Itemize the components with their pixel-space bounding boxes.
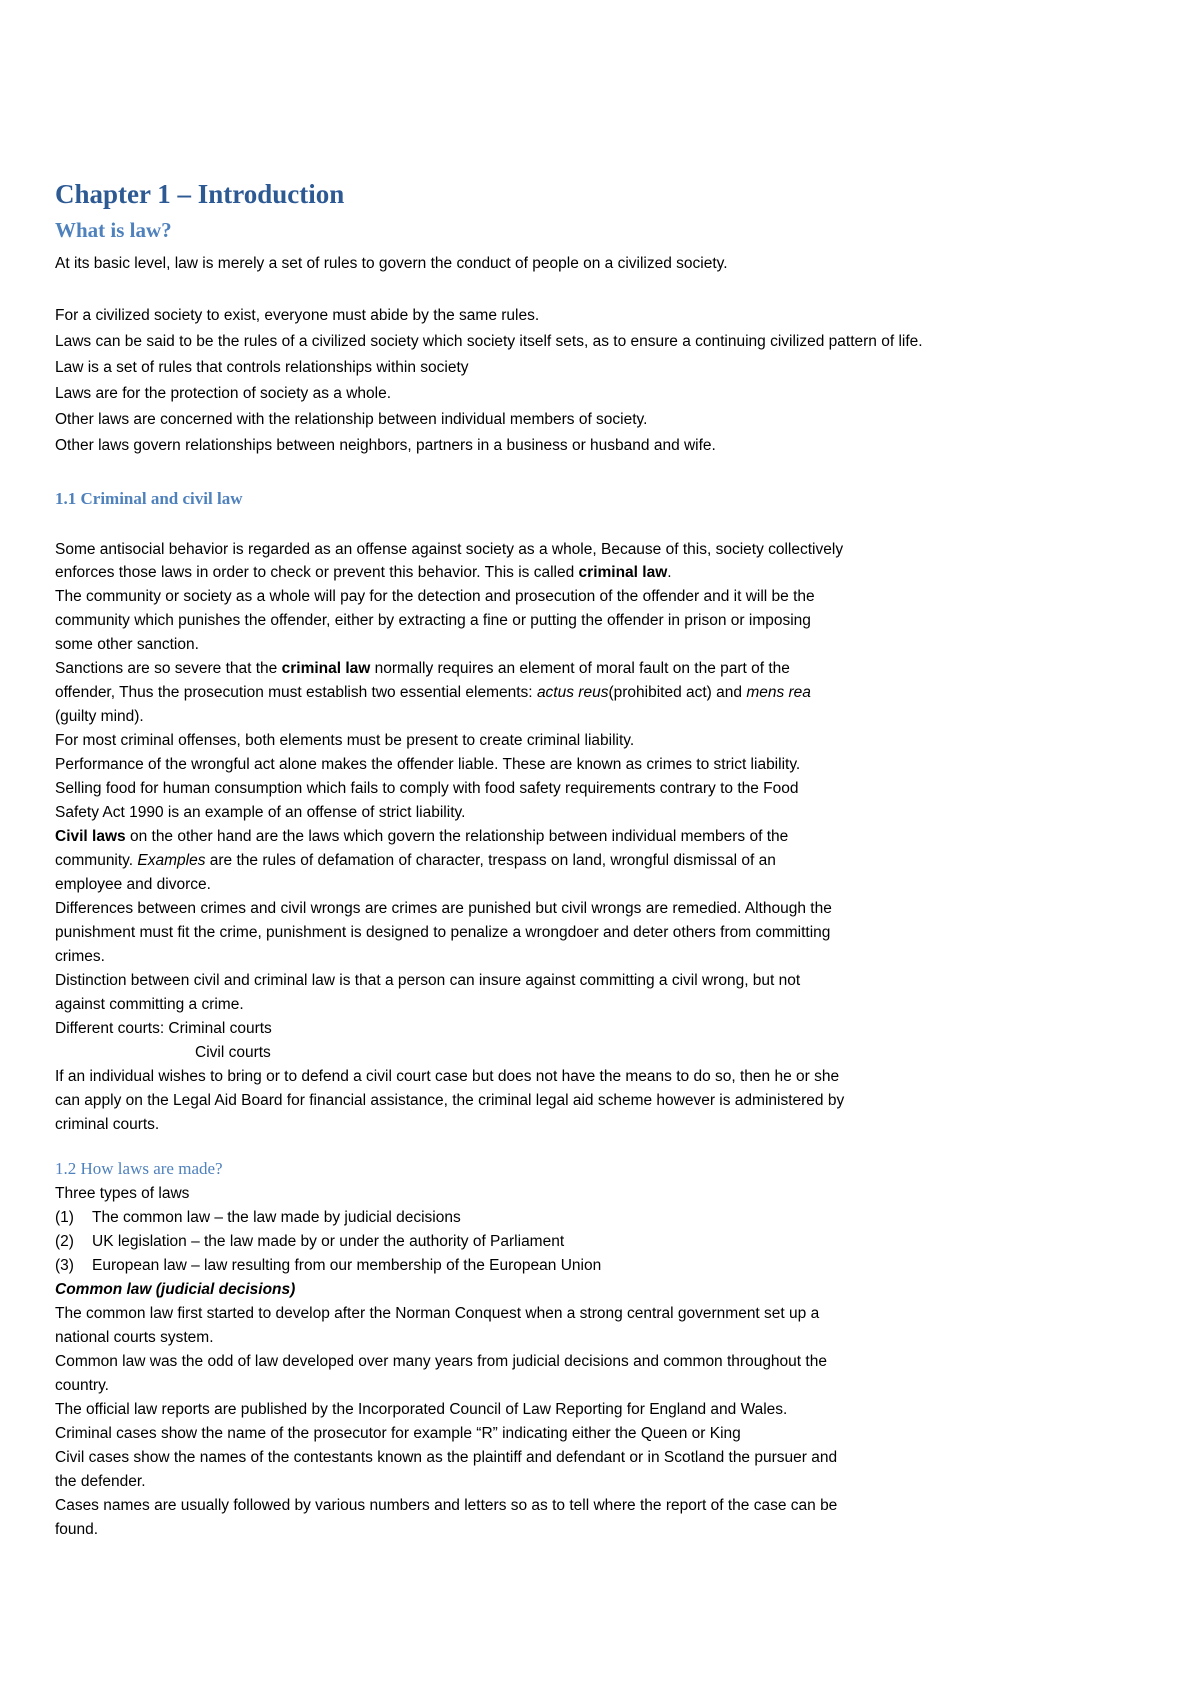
body-line: offender, Thus the prosecution must establish two essential elements: actus reus(prohibited act) and mens rea [55,684,811,701]
term-actus-reus: actus reus [536,684,609,701]
intro-line: Law is a set of rules that controls relationships within society [55,359,469,376]
intro-line: Laws can be said to be the rules of a civilized society which society itself sets, as to ensure a continuing civilized pattern of life. [55,333,923,350]
body-line: If an individual wishes to bring or to defend a civil court case but does not have the means to do so, then he or she [55,1068,840,1085]
body-line: The official law reports are published by the Incorporated Council of Law Reporting for England and Wales. [55,1401,788,1418]
term-criminal-law: criminal law [578,564,668,581]
body-line: the defender. [55,1473,146,1490]
body-line: national courts system. [55,1329,214,1346]
term-civil-laws: Civil laws [55,828,126,845]
list-item: (2) UK legislation – the law made by or under the authority of Parliament [55,1233,565,1250]
body-line: found. [55,1521,99,1538]
chapter-title: Chapter 1 – Introduction [55,179,345,209]
term-criminal-law: criminal law [281,660,371,677]
intro-line: Other laws are concerned with the relationship between individual members of society. [55,411,648,428]
body-line: (guilty mind). [55,708,144,725]
body-line: against committing a crime. [55,996,244,1013]
body-line: Civil laws on the other hand are the laws which govern the relationship between individual members of the [55,828,789,845]
body-line: The community or society as a whole will pay for the detection and prosecution of the offender and it will be the [55,588,815,605]
intro-paragraph: At its basic level, law is merely a set of rules to govern the conduct of people on a civilized society. [55,255,728,272]
body-line: country. [55,1377,109,1394]
subsection-title-how-laws-made: 1.2 How laws are made? [55,1159,223,1178]
intro-line: For a civilized society to exist, everyone must abide by the same rules. [55,307,540,324]
body-line: Selling food for human consumption which fails to comply with food safety requirements contrary to the Food [55,780,799,797]
body-line: Performance of the wrongful act alone makes the offender liable. These are known as crimes to strict liability. [55,756,801,773]
body-line: enforces those laws in order to check or prevent this behavior. This is called criminal law. [55,564,672,581]
list-item: (1) The common law – the law made by judicial decisions [55,1209,461,1226]
body-line: Different courts: Criminal courts [55,1020,272,1037]
body-line: Civil courts [195,1044,271,1061]
body-line: Civil cases show the names of the contestants known as the plaintiff and defendant or in Scotland the pursuer and [55,1449,838,1466]
body-line: For most criminal offenses, both elements must be present to create criminal liability. [55,732,635,749]
body-line: Common law was the odd of law developed over many years from judicial decisions and common throughout the [55,1353,827,1370]
body-line: The common law first started to develop after the Norman Conquest when a strong central government set up a [55,1305,820,1322]
body-line: crimes. [55,948,105,965]
intro-line: Other laws govern relationships between neighbors, partners in a business or husband and wife. [55,437,716,454]
body-line: Differences between crimes and civil wrongs are crimes are punished but civil wrongs are remedied. Although the [55,900,832,917]
body-line: some other sanction. [55,636,199,653]
body-line: community. Examples are the rules of defamation of character, trespass on land, wrongful dismissal of an [55,852,776,869]
section-title: What is law? [55,218,172,242]
body-line: punishment must fit the crime, punishment is designed to penalize a wrongdoer and deter others from committing [55,924,831,941]
body-line: Sanctions are so severe that the criminal law normally requires an element of moral fault on the part of the [55,660,790,677]
term-mens-rea: mens rea [746,684,811,701]
body-line: community which punishes the offender, either by extracting a fine or putting the offender in prison or imposing [55,612,811,629]
subheading-common-law: Common law (judicial decisions) [55,1281,296,1298]
body-line: employee and divorce. [55,876,211,893]
body-line: can apply on the Legal Aid Board for financial assistance, the criminal legal aid scheme however is administered by [55,1092,845,1109]
body-line: Cases names are usually followed by various numbers and letters so as to tell where the report of the case can be [55,1497,838,1514]
body-line: Safety Act 1990 is an example of an offense of strict liability. [55,804,466,821]
body-line: Criminal cases show the name of the prosecutor for example “R” indicating either the Queen or King [55,1425,741,1442]
body-line: Three types of laws [55,1185,190,1202]
body-line: Some antisocial behavior is regarded as an offense against society as a whole, Because of this, society collectively [55,541,844,558]
intro-line: Laws are for the protection of society as a whole. [55,385,392,402]
body-line: Distinction between civil and criminal law is that a person can insure against committing a civil wrong, but not [55,972,801,989]
subsection-title-criminal-civil: 1.1 Criminal and civil law [55,489,243,508]
list-item: (3) European law – law resulting from our membership of the European Union [55,1257,602,1274]
term-examples: Examples [137,852,206,869]
body-line: criminal courts. [55,1116,160,1133]
